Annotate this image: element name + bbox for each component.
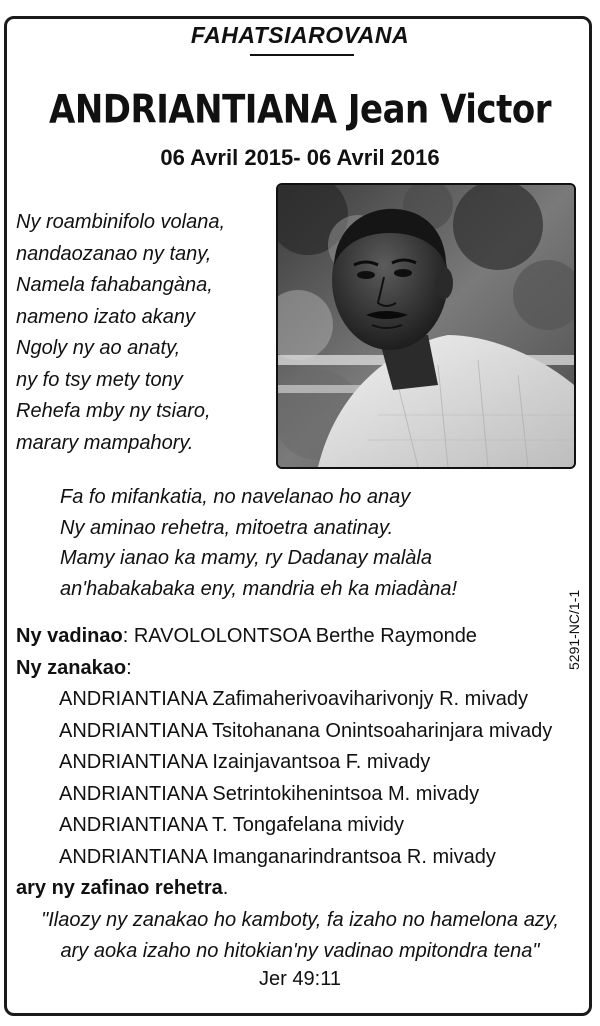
spouse-label: Ny vadinao <box>16 625 123 647</box>
child-entry: ANDRIANTIANA Tsitohanana Onintsoaharinjara mivady <box>59 719 553 742</box>
portrait-illustration <box>278 185 574 467</box>
family-list <box>16 621 552 905</box>
verse-line: an'habakabaka eny, mandria eh ka miadàna! <box>60 577 458 600</box>
poem-line: ny fo tsy mety tony <box>16 368 183 391</box>
portrait-photo <box>276 183 576 469</box>
child-entry: ANDRIANTIANA Izainjavantsoa F. mivady <box>59 751 431 773</box>
child-entry: ANDRIANTIANA Zafimaherivoaviharivonjy R. mivady <box>59 688 529 710</box>
quote-line: ary aoka izaho no hitokian'ny vadinao mpitondra tena" <box>60 940 540 962</box>
child-entry: ANDRIANTIANA Imanganarindrantsoa R. mivady <box>59 845 496 868</box>
memorial-dates: 06 Avril 2015- 06 Avril 2016 <box>160 145 440 170</box>
poem-line: Rehefa mby ny tsiaro, <box>16 400 211 422</box>
header-underline <box>250 54 354 56</box>
verse-line: Ny aminao rehetra, mitoetra anatinay. <box>60 516 394 539</box>
grandchildren-label: ary ny zafinao rehetra <box>16 877 223 899</box>
poem-line: Ngoly ny ao anaty, <box>16 337 181 359</box>
deceased-name: ANDRIANTIANA Jean Victor <box>49 87 551 133</box>
grandchildren-line <box>16 873 552 905</box>
poem <box>16 207 225 459</box>
spouse-line <box>16 621 552 653</box>
grandchildren-dot: . <box>222 877 229 899</box>
spouse-name: RAVOLOLONTSOA Berthe Raymonde <box>133 625 477 647</box>
poem-line: Namela fahabangàna, <box>16 274 213 296</box>
children-separator: : <box>126 656 132 679</box>
children-heading <box>16 653 552 685</box>
scripture-quote <box>0 905 600 967</box>
quote-line: "Ilaozy ny zanakao ho kamboty, fa izaho no hamelona azy, <box>41 909 559 931</box>
verse-line: Mamy ianao ka mamy, ry Dadanay malàla <box>60 547 432 569</box>
poem-line: nameno izato akany <box>16 305 196 328</box>
poem-line: Ny roambinifolo volana, <box>16 211 225 233</box>
child-entry: ANDRIANTIANA Setrintokihenintsoa M. mivady <box>59 782 480 805</box>
verse-line: Fa fo mifankatia, no navelanao ho anay <box>60 486 411 508</box>
spouse-separator: : <box>122 625 134 647</box>
poem-line: marary mampahory. <box>16 431 194 454</box>
ad-reference-code: 5291-NC/1-1 <box>566 589 582 670</box>
header-title: FAHATSIAROVANA <box>190 22 410 48</box>
children-label: Ny zanakao <box>16 656 127 679</box>
scripture-reference: Jer 49:11 <box>259 968 341 990</box>
child-entry: ANDRIANTIANA T. Tongafelana mividy <box>59 814 404 836</box>
poem-line: nandaozanao ny tany, <box>16 242 212 265</box>
second-verse <box>60 482 457 604</box>
